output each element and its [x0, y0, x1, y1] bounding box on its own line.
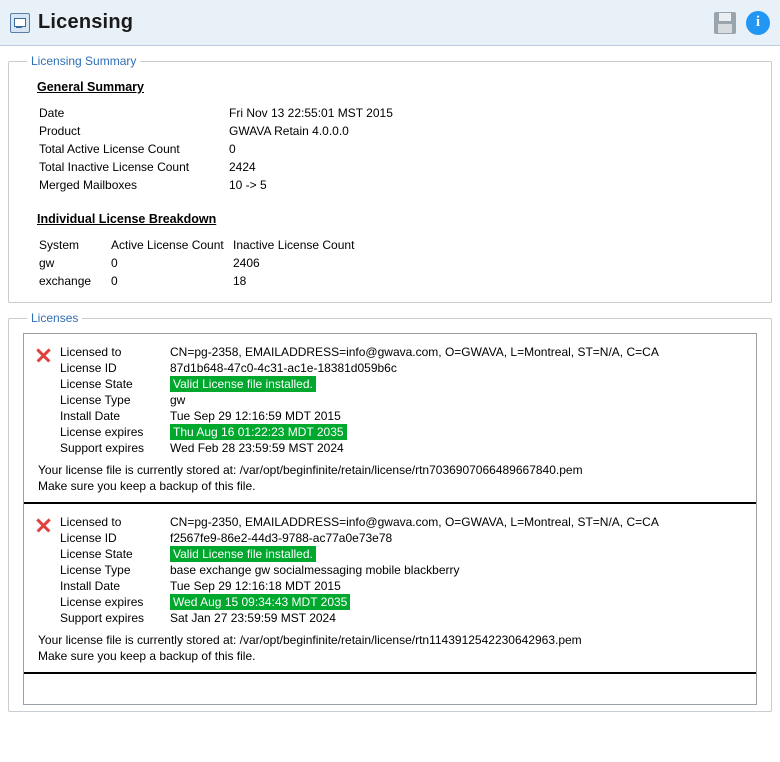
row-value: gw [170, 393, 186, 407]
license-list[interactable] [23, 333, 757, 705]
cell-inactive: 18 [233, 274, 247, 288]
license-breakdown-table [39, 236, 354, 290]
row-label: License State [60, 377, 133, 391]
expiry-badge: Thu Aug 16 01:22:23 MDT 2035 [170, 424, 347, 440]
column-header-active: Active License Count [111, 238, 224, 252]
table-row [60, 392, 659, 408]
individual-breakdown-title: Individual License Breakdown [37, 212, 217, 226]
row-value: 2424 [229, 160, 256, 174]
license-storage-note [38, 462, 748, 494]
row-value: Tue Sep 29 12:16:59 MDT 2015 [170, 409, 341, 423]
row-value: CN=pg-2358, EMAILADDRESS=info@gwava.com, O=GWAVA, L=Montreal, ST=N/A, C=CA [170, 345, 659, 359]
row-label: License expires [60, 595, 144, 609]
column-header-system: System [39, 238, 80, 252]
row-value: 87d1b648-47c0-4c31-ac1e-18381d059b6c [170, 361, 397, 375]
row-value [170, 594, 659, 610]
licenses-panel [8, 311, 772, 712]
license-card-body [32, 344, 748, 456]
row-label: License Type [60, 563, 131, 577]
table-row [39, 104, 393, 122]
table-row [39, 272, 354, 290]
row-value [170, 546, 659, 562]
row-label: License expires [60, 425, 144, 439]
column-header-inactive: Inactive License Count [233, 238, 355, 252]
info-icon[interactable]: i [746, 11, 770, 35]
license-card [24, 334, 756, 504]
table-row [60, 546, 659, 562]
row-label: Licensed to [60, 515, 122, 529]
table-row [39, 122, 393, 140]
table-row [60, 562, 659, 578]
table-row [60, 424, 659, 440]
row-label: Install Date [60, 409, 121, 423]
licenses-legend: Licenses [31, 311, 79, 325]
table-row [60, 344, 659, 360]
row-label: License Type [60, 393, 131, 407]
table-row [39, 140, 393, 158]
storage-path-line: Your license file is currently stored at: /var/opt/beginfinite/retain/license/rtn7036907066489667840.pem [38, 463, 583, 477]
row-label: Install Date [60, 579, 121, 593]
row-value: 10 -> 5 [229, 178, 267, 192]
table-row [60, 530, 659, 546]
status-badge: Valid License file installed. [170, 546, 316, 562]
invalid-x-icon [32, 346, 54, 366]
cell-active: 0 [111, 274, 118, 288]
row-label: Total Inactive License Count [39, 160, 190, 174]
row-label: License State [60, 547, 133, 561]
table-row [60, 440, 659, 456]
table-row [60, 360, 659, 376]
general-summary-table [39, 104, 393, 194]
cell-system: exchange [39, 274, 92, 288]
status-badge: Valid License file installed. [170, 376, 316, 392]
table-header-row [39, 236, 354, 254]
table-row [60, 610, 659, 626]
storage-path-line: Your license file is currently stored at: /var/opt/beginfinite/retain/license/rtn1143912542230642963.pem [38, 633, 582, 647]
row-value: Tue Sep 29 12:16:18 MDT 2015 [170, 579, 341, 593]
licensing-summary-panel [8, 54, 772, 303]
table-row [39, 254, 354, 272]
row-label: Date [39, 106, 65, 120]
table-row [60, 376, 659, 392]
license-storage-note [38, 632, 748, 664]
cell-system: gw [39, 256, 55, 270]
cell-active: 0 [111, 256, 118, 270]
header-left-group [10, 11, 714, 34]
row-value: CN=pg-2350, EMAILADDRESS=info@gwava.com, O=GWAVA, L=Montreal, ST=N/A, C=CA [170, 515, 659, 529]
row-label: Support expires [60, 441, 145, 455]
row-label: Licensed to [60, 345, 122, 359]
row-value: Fri Nov 13 22:55:01 MST 2015 [229, 106, 393, 120]
backup-reminder-line: Make sure you keep a backup of this file. [38, 479, 256, 493]
row-value: f2567fe9-86e2-44d3-9788-ac77a0e73e78 [170, 531, 393, 545]
row-label: Support expires [60, 611, 145, 625]
cell-inactive: 2406 [233, 256, 260, 270]
row-value: Wed Feb 28 23:59:59 MST 2024 [170, 441, 344, 455]
invalid-x-icon [32, 516, 54, 536]
table-row [39, 158, 393, 176]
licensing-summary-legend: Licensing Summary [31, 54, 137, 68]
header-right-group [714, 11, 770, 35]
table-row [60, 594, 659, 610]
row-label: Total Active License Count [39, 142, 180, 156]
row-value: 0 [229, 142, 236, 156]
table-row [60, 578, 659, 594]
row-value: Sat Jan 27 23:59:59 MST 2024 [170, 611, 336, 625]
page-title: Licensing [38, 11, 134, 33]
save-icon[interactable] [714, 12, 736, 34]
licenses-scroll-area[interactable] [23, 333, 757, 705]
page-content [0, 46, 780, 712]
backup-reminder-line: Make sure you keep a backup of this file. [38, 649, 256, 663]
row-value: base exchange gw socialmessaging mobile blackberry [170, 563, 460, 577]
table-row [60, 514, 659, 530]
table-row [39, 176, 393, 194]
table-row [60, 408, 659, 424]
row-value [170, 376, 659, 392]
row-label: Product [39, 124, 81, 138]
licensing-icon [10, 13, 30, 33]
row-label: License ID [60, 361, 117, 375]
general-summary-title: General Summary [37, 80, 144, 94]
license-card-body [32, 514, 748, 626]
page-header [0, 0, 780, 46]
row-label: License ID [60, 531, 117, 545]
license-card [24, 504, 756, 674]
license-details-table [60, 514, 659, 626]
row-value [170, 424, 659, 440]
expiry-badge: Wed Aug 15 09:34:43 MDT 2035 [170, 594, 350, 610]
row-value: GWAVA Retain 4.0.0.0 [229, 124, 349, 138]
row-label: Merged Mailboxes [39, 178, 138, 192]
license-details-table [60, 344, 659, 456]
